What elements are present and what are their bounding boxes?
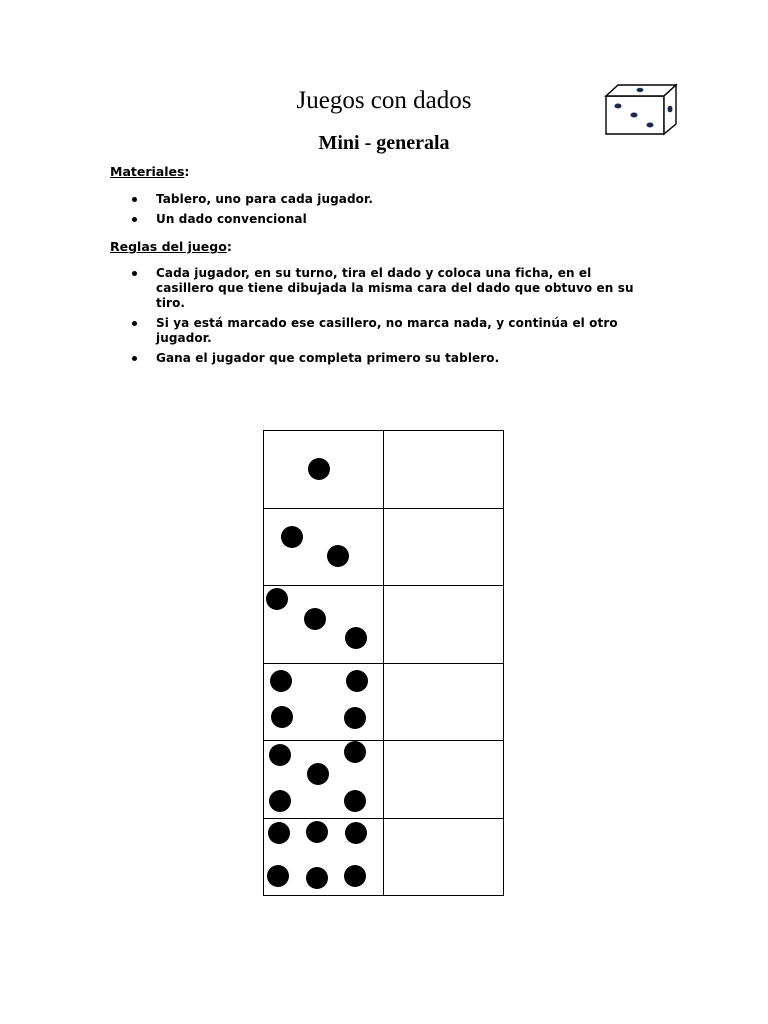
board-row — [264, 818, 504, 896]
pip-icon — [344, 790, 366, 812]
pip-icon — [327, 545, 349, 567]
list-item: Un dado convencional — [132, 212, 652, 227]
pip-icon — [267, 865, 289, 887]
rules-heading: Reglas del juego: — [110, 239, 232, 254]
board-row — [264, 586, 504, 664]
die-face-cell-2 — [264, 508, 384, 586]
pip-icon — [307, 763, 329, 785]
die-face-cell-3 — [264, 586, 384, 664]
pip-icon — [345, 822, 367, 844]
die-face-cell-1 — [264, 431, 384, 509]
materials-list — [132, 192, 652, 232]
die-face-cell-6 — [264, 818, 384, 896]
pip-icon — [268, 822, 290, 844]
page-title: Juegos con dados — [296, 87, 472, 114]
pip-icon — [308, 458, 330, 480]
die-icon — [602, 82, 680, 138]
pip-icon — [306, 867, 328, 889]
mark-cell[interactable] — [384, 431, 504, 509]
pip-icon — [270, 670, 292, 692]
board-row — [264, 663, 504, 741]
pip-icon — [304, 608, 326, 630]
die-face-cell-5 — [264, 741, 384, 819]
pip-icon — [306, 821, 328, 843]
pip-icon — [346, 670, 368, 692]
materials-heading: Materiales: — [110, 164, 190, 179]
pip-icon — [344, 707, 366, 729]
pip-icon — [281, 526, 303, 548]
list-item: Gana el jugador que completa primero su tablero. — [132, 351, 652, 366]
mark-cell[interactable] — [384, 663, 504, 741]
board-row — [264, 431, 504, 509]
pip-icon — [271, 706, 293, 728]
mark-cell[interactable] — [384, 586, 504, 664]
pip-icon — [269, 790, 291, 812]
pip-icon — [266, 588, 288, 610]
rules-list — [132, 266, 652, 371]
mark-cell[interactable] — [384, 818, 504, 896]
list-item: Cada jugador, en su turno, tira el dado y coloca una ficha, en el casillero que tiene dibujada la misma cara del dado que obtuvo en su tiro. — [132, 266, 652, 311]
die-face-cell-4 — [264, 663, 384, 741]
page-subtitle: Mini - generala — [318, 132, 450, 154]
board-row — [264, 741, 504, 819]
list-item: Si ya está marcado ese casillero, no marca nada, y continúa el otro jugador. — [132, 316, 652, 346]
list-item: Tablero, uno para cada jugador. — [132, 192, 652, 207]
mark-cell[interactable] — [384, 508, 504, 586]
pip-icon — [344, 741, 366, 763]
mark-cell[interactable] — [384, 741, 504, 819]
pip-icon — [269, 744, 291, 766]
board-row — [264, 508, 504, 586]
pip-icon — [344, 865, 366, 887]
pip-icon — [345, 627, 367, 649]
game-board — [263, 430, 504, 896]
